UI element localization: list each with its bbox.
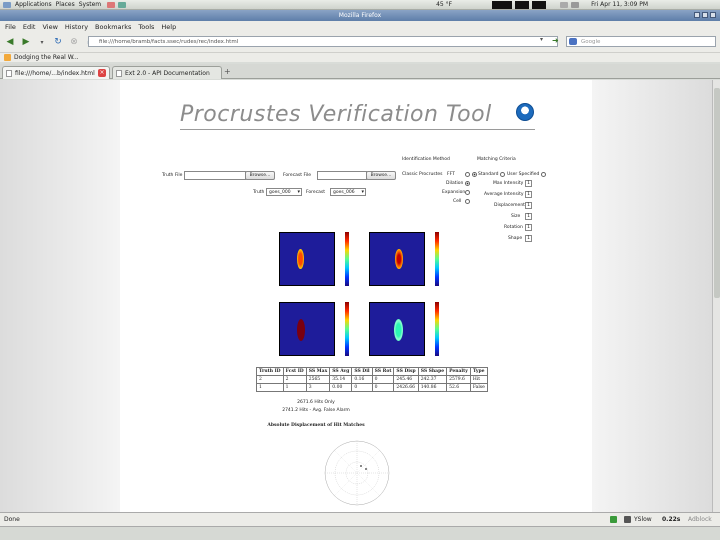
weather-readout[interactable]: 45 °F xyxy=(436,1,453,8)
url-bar[interactable] xyxy=(88,36,558,47)
menu-help[interactable]: Help xyxy=(161,22,177,31)
polar-point xyxy=(360,465,362,467)
id-method-header: Identification Method xyxy=(402,157,450,162)
criteria-standard-radio[interactable] xyxy=(472,172,477,177)
load-time: 0.22s xyxy=(662,516,681,523)
scrollbar-thumb[interactable] xyxy=(714,88,720,298)
search-input[interactable]: Google xyxy=(566,36,716,47)
page-margin xyxy=(0,80,120,512)
page-title: Procrustes Verification Tool xyxy=(180,102,492,127)
table-cell: 2 xyxy=(257,376,284,384)
criteria-label: Rotation xyxy=(504,225,523,230)
window-titlebar[interactable] xyxy=(0,10,720,21)
polar-plot-title: Absolute Displacement of Hit Matches xyxy=(267,423,365,428)
colorbar xyxy=(345,232,349,286)
system-menu[interactable]: System xyxy=(78,1,102,8)
table-row xyxy=(257,376,488,384)
table-cell: 0 xyxy=(372,376,394,384)
colorbar xyxy=(435,302,439,356)
maximize-icon[interactable] xyxy=(702,12,708,18)
heatmap-feature xyxy=(297,249,304,269)
system-monitor[interactable] xyxy=(515,1,529,9)
close-tab-icon[interactable]: × xyxy=(99,69,105,76)
column-header: Fcst ID xyxy=(283,368,306,376)
noaa-logo-icon xyxy=(516,103,534,121)
truth-object-map xyxy=(279,302,335,356)
security-icon[interactable] xyxy=(610,516,617,523)
table-cell: 1 xyxy=(283,384,306,392)
criteria-user-label: User Specified xyxy=(507,172,540,177)
status-bar xyxy=(0,512,720,526)
results-table xyxy=(256,367,488,392)
web-page xyxy=(120,80,592,512)
id-method-label: Classic Procrustes xyxy=(402,172,443,177)
criteria-rotation-input[interactable]: 1 xyxy=(525,224,532,231)
column-header: Truth ID xyxy=(257,368,284,376)
url-text: file:///home/bramb/facts.ssec/rudes/rec/index.html xyxy=(99,38,239,45)
dilation-radio[interactable] xyxy=(465,181,470,186)
tab-index[interactable] xyxy=(2,66,110,79)
tab-label: file:///home/...b/index.html xyxy=(15,69,95,77)
back-icon[interactable]: ◀ xyxy=(6,37,14,47)
column-header: Penalty xyxy=(447,368,471,376)
reload-icon[interactable]: ↻ xyxy=(54,37,62,47)
new-tab-icon[interactable]: + xyxy=(224,67,231,76)
page-icon xyxy=(116,70,122,77)
criteria-size-input[interactable]: 1 xyxy=(525,213,532,220)
menu-tools[interactable]: Tools xyxy=(138,22,155,31)
forecast-select-label: Forecast xyxy=(306,190,326,195)
tab-ext-docs[interactable] xyxy=(112,66,222,79)
id-method-label: Expansion xyxy=(442,190,466,195)
criteria-max-intensity-input[interactable]: 1 xyxy=(525,180,532,187)
menu-file[interactable]: File xyxy=(5,22,16,31)
minimize-icon[interactable] xyxy=(694,12,700,18)
table-cell: Hit xyxy=(470,376,487,384)
table-cell: 2579.6 xyxy=(447,376,471,384)
launcher-icon[interactable] xyxy=(118,2,126,8)
table-cell: 35.14 xyxy=(330,376,352,384)
colorbar xyxy=(435,232,439,286)
menu-view[interactable]: View xyxy=(42,22,58,31)
bookmark-icon xyxy=(4,54,11,61)
column-header: SS Disp xyxy=(394,368,418,376)
heatmap-feature xyxy=(395,249,403,269)
table-cell: 140.86 xyxy=(418,384,446,392)
table-cell: 2565 xyxy=(306,376,330,384)
bottom-panel xyxy=(0,526,720,540)
truth-file-label: Truth File xyxy=(162,173,183,178)
table-cell: 2426.66 xyxy=(394,384,418,392)
table-cell: 52.6 xyxy=(447,384,471,392)
criteria-label: Size xyxy=(511,214,521,219)
status-text: Done xyxy=(4,516,20,523)
forecast-file-label: Forecast File xyxy=(283,173,312,178)
criteria-label: Displacement xyxy=(494,203,525,208)
column-header: SS Dil xyxy=(352,368,372,376)
criteria-shape-input[interactable]: 1 xyxy=(525,235,532,242)
table-cell: 0.16 xyxy=(352,376,372,384)
table-cell: 2 xyxy=(283,376,306,384)
forecast-file-input[interactable] xyxy=(317,171,367,180)
go-icon[interactable]: ➜ xyxy=(552,36,559,45)
truth-heatmap xyxy=(279,232,335,286)
table-cell: 242.37 xyxy=(418,376,446,384)
system-panel xyxy=(0,0,720,10)
criteria-avg-intensity-input[interactable]: 1 xyxy=(525,191,532,198)
table-cell: 245.46 xyxy=(394,376,418,384)
cell-radio[interactable] xyxy=(465,199,470,204)
close-icon[interactable] xyxy=(710,12,716,18)
truth-browse-button[interactable]: Browse... xyxy=(245,171,275,180)
stop-icon[interactable]: ⊗ xyxy=(70,37,78,47)
tab-bar xyxy=(0,64,720,79)
yslow-icon[interactable] xyxy=(624,516,631,523)
browser-content[interactable] xyxy=(0,80,720,512)
summary-hits: 2671.6 Hits Only xyxy=(297,400,335,405)
summary-hits-false-alarm: 2741.2 Hits - Avg. False Alarm xyxy=(282,408,350,413)
id-method-label: Dilation xyxy=(446,181,464,186)
vertical-scrollbar[interactable] xyxy=(712,80,720,512)
adblock-label[interactable]: Adblock xyxy=(688,516,712,523)
table-cell: 0 xyxy=(372,384,394,392)
table-cell: False xyxy=(470,384,487,392)
applications-menu[interactable]: Applications xyxy=(15,1,52,8)
displacement-polar-plot xyxy=(322,438,392,508)
search-engine-icon[interactable] xyxy=(569,38,577,45)
polar-point xyxy=(365,468,367,470)
column-header: Type xyxy=(470,368,487,376)
table-header-row xyxy=(257,368,488,376)
object-region xyxy=(297,319,305,341)
criteria-header: Matching Criteria xyxy=(477,157,516,162)
forward-icon[interactable]: ▶ xyxy=(22,37,30,47)
table-cell: 0 xyxy=(352,384,372,392)
system-monitor[interactable] xyxy=(492,1,512,9)
menu-history[interactable]: History xyxy=(64,22,89,31)
criteria-user-checkbox[interactable] xyxy=(541,172,546,177)
menu-bookmarks[interactable]: Bookmarks xyxy=(95,22,132,31)
applications-icon[interactable] xyxy=(3,2,11,8)
criteria-label: Average Intensity xyxy=(484,192,524,197)
truth-select[interactable]: goes_000 ▾ xyxy=(266,188,302,196)
column-header: SS Shape xyxy=(418,368,446,376)
table-cell: 3 xyxy=(306,384,330,392)
yslow-label[interactable]: YSlow xyxy=(634,516,652,523)
page-icon xyxy=(6,70,12,77)
truth-file-input[interactable] xyxy=(184,171,246,180)
column-header: SS Avg xyxy=(330,368,352,376)
menu-edit[interactable]: Edit xyxy=(22,22,36,31)
bookmarks-toolbar xyxy=(0,52,720,62)
criteria-label: Shape xyxy=(508,236,523,241)
table-cell: 1 xyxy=(257,384,284,392)
colorbar xyxy=(345,302,349,356)
title-divider xyxy=(180,129,535,130)
clock[interactable]: Fri Apr 11, 3:09 PM xyxy=(591,1,649,8)
criteria-user-radio[interactable] xyxy=(500,172,505,177)
bookmark-item[interactable]: Dodging the Real W... xyxy=(14,54,79,61)
network-icon[interactable] xyxy=(560,2,568,8)
window-title: Mozilla Firefox xyxy=(338,12,382,19)
forecast-heatmap xyxy=(369,232,425,286)
navigation-toolbar xyxy=(0,32,720,52)
forecast-browse-button[interactable]: Browse... xyxy=(366,171,396,180)
url-dropdown-icon[interactable]: ▾ xyxy=(540,36,544,43)
fft-radio[interactable] xyxy=(465,172,470,177)
volume-icon[interactable] xyxy=(571,2,579,8)
column-header: SS Max xyxy=(306,368,330,376)
history-dropdown-icon[interactable]: ▾ xyxy=(40,38,44,46)
criteria-label: Max Intensity xyxy=(493,181,524,186)
table-row xyxy=(257,384,488,392)
criteria-standard-label: Standard xyxy=(478,172,499,177)
forecast-object-map xyxy=(369,302,425,356)
page-margin xyxy=(592,80,712,512)
menu-bar xyxy=(0,21,720,32)
tab-label: Ext 2.0 - API Documentation xyxy=(125,69,210,77)
table-cell: 0.00 xyxy=(330,384,352,392)
column-header: SS Rot xyxy=(372,368,394,376)
object-region xyxy=(394,319,403,341)
forecast-select[interactable]: goes_006 ▾ xyxy=(330,188,366,196)
system-monitor[interactable] xyxy=(532,1,546,9)
launcher-icon[interactable] xyxy=(107,2,115,8)
places-menu[interactable]: Places xyxy=(55,1,75,8)
fft-label: FFT xyxy=(447,172,455,177)
truth-select-label: Truth xyxy=(253,190,265,195)
criteria-displacement-input[interactable]: 1 xyxy=(525,202,532,209)
expansion-radio[interactable] xyxy=(465,190,470,195)
id-method-label: Cell xyxy=(453,199,462,204)
